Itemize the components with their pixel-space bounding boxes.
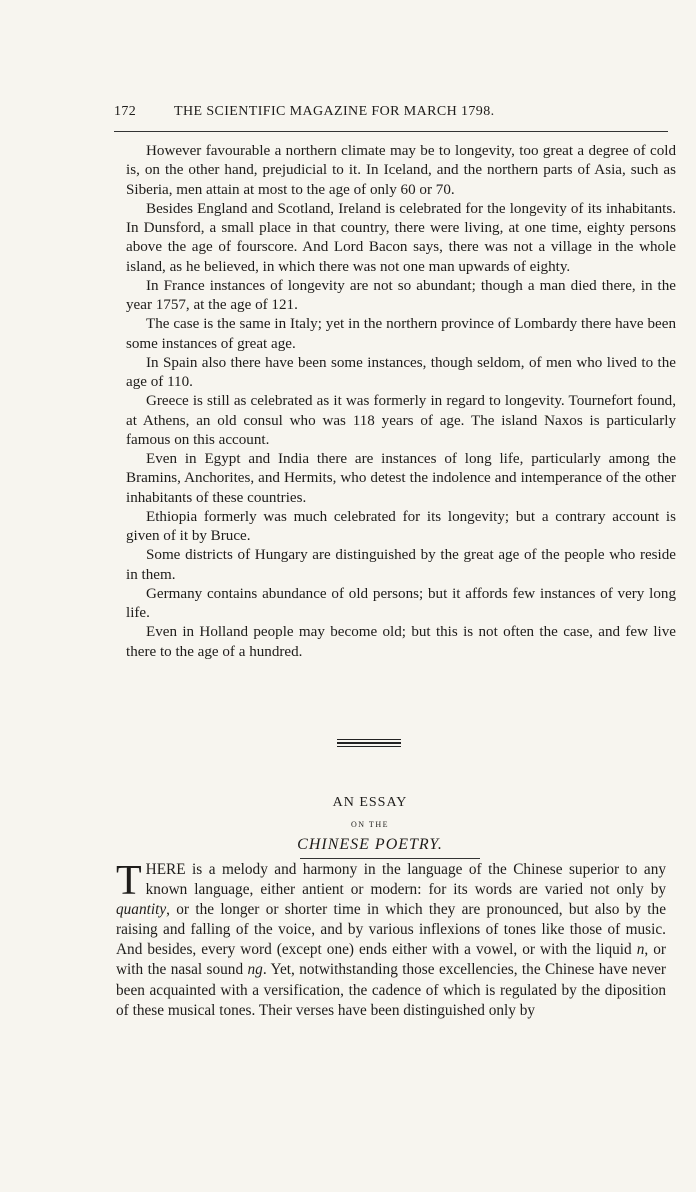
divider-line [337,742,401,744]
paragraph: Greece is still as celebrated as it was formerly in regard to longevity. Tournefort found, at Athens, an old consul who was 118 years of age. The island Naxos is particularly famous on this account. [126,393,676,448]
longevity-text [126,142,676,662]
title-underline [300,858,480,859]
emphasis-quantity: quantity [116,901,167,919]
paragraph: Besides England and Scotland, Ireland is celebrated for the longevity of its inhabitants. In Dunsford, a small place in that country, there were living, at one time, eighty persons above the age of fourscore. And Lord Bacon says, there was not a village in the whole island, as he believed, in which there was not one man upwards of eighty. [126,200,676,275]
header-rule [114,131,668,132]
paragraph: Even in Holland people may become old; but this is not often the case, and few live there to the age of a hundred. [126,624,676,660]
paragraph: The case is the same in Italy; yet in the northern province of Lombardy there have been some instances of great age. [126,316,676,352]
essay-text-part: . Yet, notwithstanding those excellencies, the Chinese have never been acquainted with a versification, the cadence of which is regulated by the diposition of these musical tones. Their verses have been distinguished only by [116,961,666,1019]
drop-cap: T [116,858,142,904]
essay-title-line3: CHINESE POETRY. [297,836,443,853]
running-title: THE SCIENTIFIC MAGAZINE FOR MARCH 1798. [174,104,495,119]
emphasis-n: n [636,941,645,959]
emphasis-ng: ng [247,961,263,979]
paragraph: In France instances of longevity are not so abundant; though a man died there, in the year 1757, at the age of 121. [126,277,676,313]
divider-line [337,739,401,740]
paragraph: Some districts of Hungary are distinguished by the great age of the people who reside in them. [126,547,676,583]
essay-title-line1: AN ESSAY [332,795,408,810]
running-header [114,104,668,120]
divider-line [337,746,401,747]
section-divider [337,739,401,749]
essay-title-line2: ON THE [351,820,389,829]
paragraph: Ethiopia formerly was much celebrated for its longevity; but a contrary account is given of it by Bruce. [126,508,676,544]
essay-text-part: , or with the nasal sound [116,941,666,979]
paragraph: Even in Egypt and India there are instances of long life, particularly among the Bramins, Anchorites, and Hermits, who detest the indolence and intemperance of the other inhabitants of these countries. [126,451,676,506]
essay-paragraph [116,860,666,1021]
page-number: 172 [114,104,137,119]
paragraph: However favourable a northern climate may be to longevity, too great a degree of cold is, on the other hand, prejudicial to it. In Iceland, and the northern parts of Asia, such as Siberia, men attain at most to the age of only 60 or 70. [126,143,676,198]
essay-text-part: HERE is a melody and harmony in the language of the Chinese superior to any known language, either antient or modern: for its words are varied not only by [145,861,666,899]
paragraph: Germany contains abundance of old persons; but it affords few instances of very long life. [126,585,676,621]
essay-text-part: , or the longer or shorter time in which they are pronounced, but also by the raising and falling of the voice, and by various inflexions of tones like those of music. And besides, every word (except one) ends either with a vowel, or with the liquid [116,901,666,959]
essay-text [116,860,666,1021]
paragraph: In Spain also there have been some instances, though seldom, of men who lived to the age of 110. [126,354,676,390]
